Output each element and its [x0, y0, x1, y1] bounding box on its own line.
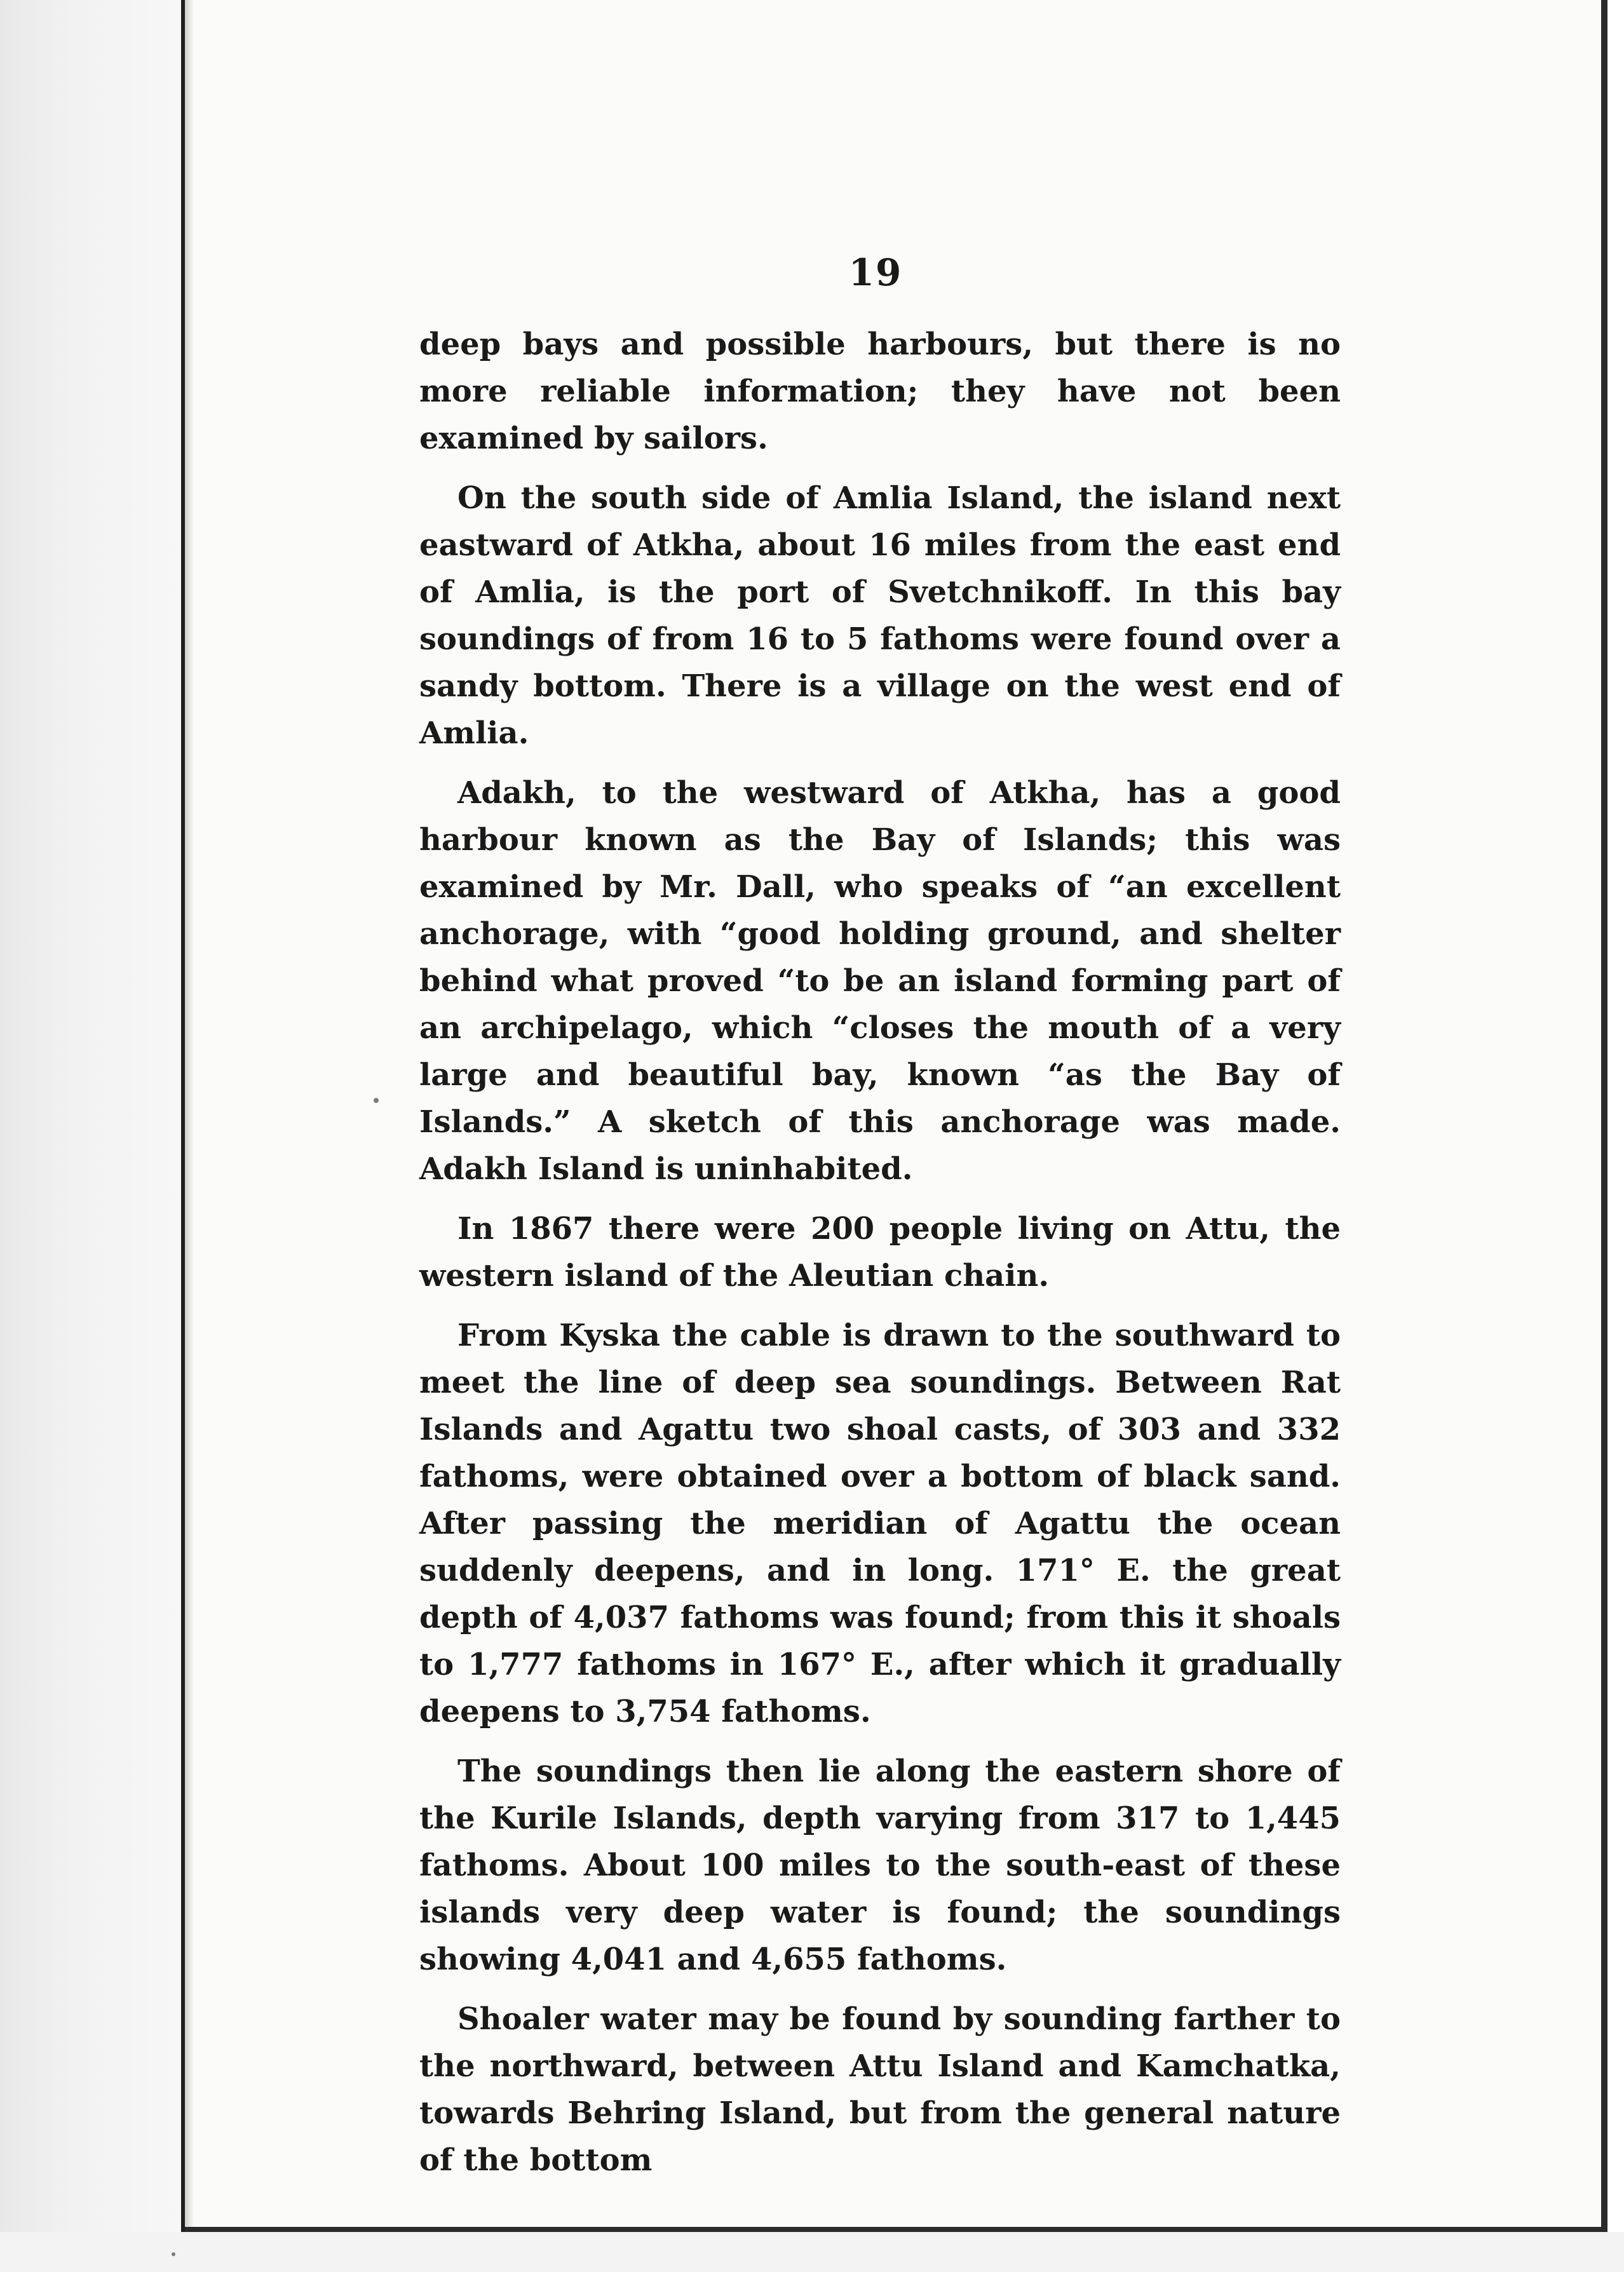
page-number: 19	[848, 251, 903, 294]
right-page-edge	[1601, 0, 1607, 2272]
paragraph: deep bays and possible harbours, but there is no more reliable information; they have not been examined by sailors.	[419, 327, 1341, 456]
paragraph: In 1867 there were 200 people living on Attu, the western island of the Aleutian chain.	[419, 1211, 1341, 1294]
left-page-gutter	[0, 0, 184, 2272]
bottom-page-edge	[185, 2227, 1601, 2232]
paragraph: On the south side of Amlia Island, the island next eastward of Atkha, about 16 miles from the east end of Amlia, is the port of Svetchnikoff. In this bay soundings of from 16 to 5 fathoms were found over a sandy bottom. There is a village on the west end of Amlia.	[419, 480, 1341, 751]
scan-speck	[172, 2252, 175, 2256]
scan-speck	[374, 1098, 379, 1103]
paragraph: Adakh, to the westward of Atkha, has a good harbour known as the Bay of Islands; this was examined by Mr. Dall, who speaks of “an excellent anchorage, with “good holding ground, and shelter behind what proved “to be an island forming part of an archipelago, which “closes the mouth of a very large and beautiful bay, known “as the Bay of Islands.” A sketch of this anchorage was made. Adakh Island is uninhabited.	[419, 775, 1341, 1187]
body-text	[419, 321, 1341, 2196]
bottom-margin	[0, 2232, 1624, 2272]
paragraph: Shoaler water may be found by sounding farther to the northward, between Attu Island and Kamchatka, towards Behring Island, but from the general nature of the bottom	[419, 2001, 1341, 2178]
paragraph: From Kyska the cable is drawn to the southward to meet the line of deep sea soundings. Between Rat Islands and Agattu two shoal casts, of 303 and 332 fathoms, were obtained over a bottom of black sand. After passing the meridian of Agattu the ocean suddenly deepens, and in long. 171° E. the great depth of 4,037 fathoms was found; from this it shoals to 1,777 fathoms in 167° E., after which it gradually deepens to 3,754 fathoms.	[419, 1318, 1341, 1729]
paragraph: The soundings then lie along the eastern shore of the Kurile Islands, depth varying from 317 to 1,445 fathoms. About 100 miles to the south-east of these islands very deep water is found; the soundings showing 4,041 and 4,655 fathoms.	[419, 1754, 1341, 1977]
right-margin	[1607, 0, 1624, 2272]
binding-shadow	[185, 0, 194, 2272]
